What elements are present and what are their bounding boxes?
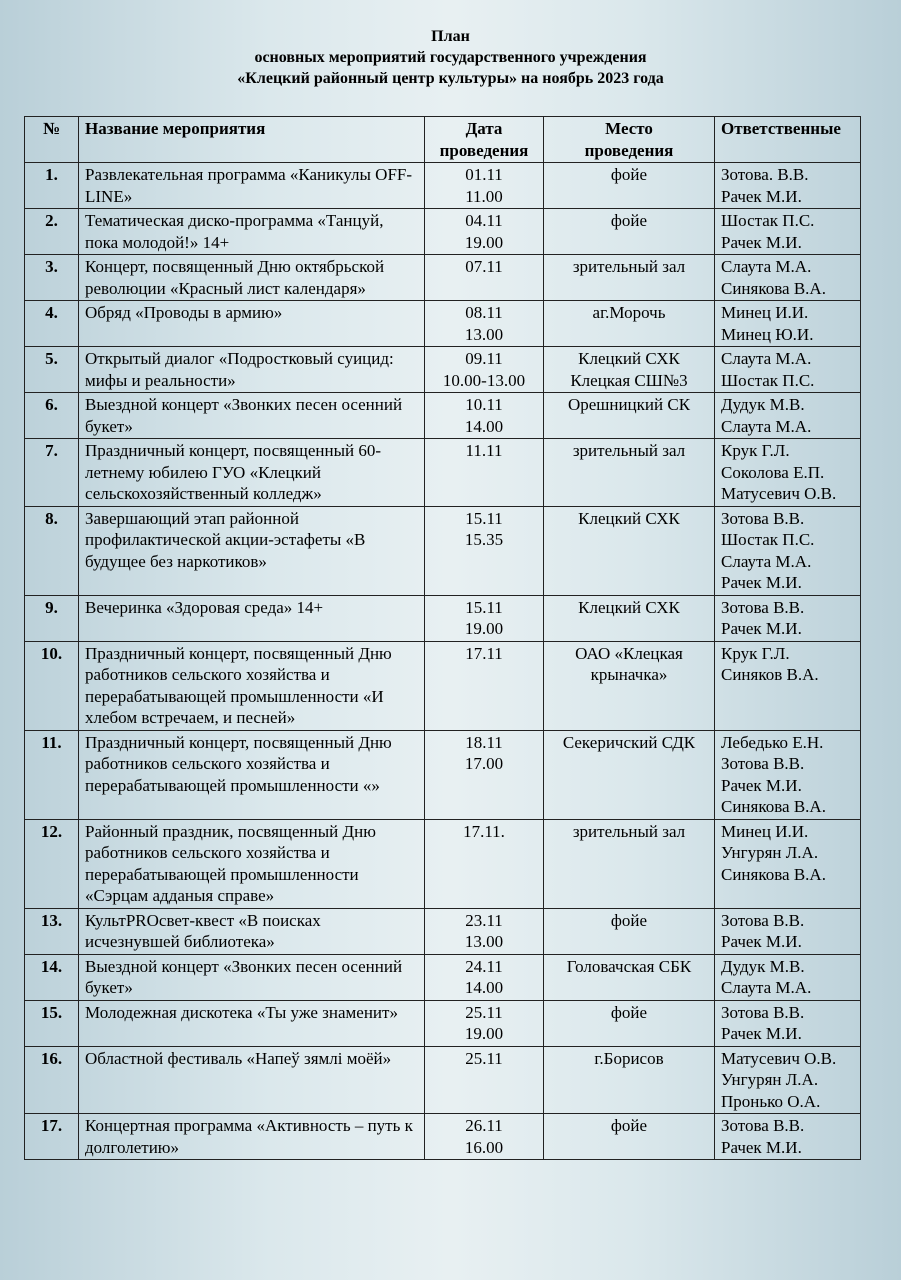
event-name: Открытый диалог «Подростковый суицид: мифы и реальности»	[79, 347, 425, 393]
event-responsible	[715, 439, 861, 507]
event-place-line: фойе	[610, 211, 648, 230]
event-date-line: 11.11	[465, 441, 503, 460]
event-place-line: фойе	[610, 1002, 648, 1022]
event-date	[425, 301, 544, 347]
table-row	[25, 163, 861, 209]
table-row	[25, 255, 861, 301]
event-date	[425, 819, 544, 908]
responsible-person: Матусевич О.В.	[721, 484, 837, 503]
responsible-person: Слаута М.А.	[721, 416, 812, 436]
row-number: 3.	[25, 255, 79, 301]
event-responsible	[715, 819, 861, 908]
responsible-person: Слаута М.А.	[721, 349, 812, 368]
event-date-line: 25.11	[465, 1048, 503, 1068]
event-date-line: 15.11	[465, 597, 503, 617]
responsible-person: Лебедько Е.Н.	[721, 732, 824, 752]
event-date	[425, 347, 544, 393]
event-place	[544, 506, 715, 595]
event-date-line: 16.00	[464, 1137, 504, 1157]
event-name: Областной фестиваль «Напеў зямлі моёй»	[79, 1046, 425, 1114]
row-number: 7.	[25, 439, 79, 507]
event-responsible	[715, 1046, 861, 1114]
event-name: Обряд «Проводы в армию»	[79, 301, 425, 347]
table-row	[25, 1046, 861, 1114]
responsible-person: Минец И.И.	[721, 303, 809, 322]
event-place-line: Клецкий СХК	[578, 508, 680, 528]
event-place-line: крыначка»	[590, 665, 668, 684]
table-row	[25, 209, 861, 255]
responsible-person: Рачек М.И.	[721, 186, 802, 206]
event-responsible	[715, 393, 861, 439]
events-table	[24, 116, 861, 1160]
event-date-line: 17.00	[464, 754, 504, 773]
event-place	[544, 641, 715, 730]
responsible-person: Крук Г.Л.	[721, 441, 790, 460]
event-date-line: 13.00	[464, 932, 504, 951]
event-responsible	[715, 1114, 861, 1160]
table-row	[25, 908, 861, 954]
event-place	[544, 393, 715, 439]
responsible-person: Зотова В.В.	[721, 597, 805, 617]
event-date-line: 01.11	[465, 165, 503, 184]
header-subtitle: основных мероприятий государственного учреждения	[254, 49, 647, 66]
responsible-person: Зотова В.В.	[721, 910, 805, 930]
event-place	[544, 1046, 715, 1114]
responsible-person: Синяков В.А.	[721, 665, 819, 684]
header-title: План	[431, 28, 470, 45]
event-name: Развлекательная программа «Каникулы OFF-LINE»	[79, 163, 425, 209]
responsible-person: Синякова В.А.	[721, 278, 826, 298]
table-row	[25, 954, 861, 1000]
responsible-person: Крук Г.Л.	[721, 643, 790, 663]
event-date	[425, 1000, 544, 1046]
table-row	[25, 819, 861, 908]
event-date-line: 08.11	[465, 303, 503, 322]
event-name: Районный праздник, посвященный Дню работников сельского хозяйства и перерабатывающей промышленности «Сэрцам адданыя справе»	[79, 819, 425, 908]
table-row	[25, 439, 861, 507]
event-date	[425, 908, 544, 954]
event-place-line: Секеричский СДК	[562, 732, 696, 752]
event-place	[544, 1000, 715, 1046]
responsible-person: Унгурян Л.А.	[721, 1070, 819, 1089]
event-date-line: 26.11	[465, 1116, 503, 1135]
event-name: Выездной концерт «Звонких песен осенний букет»	[79, 954, 425, 1000]
event-place	[544, 1114, 715, 1160]
event-date	[425, 1114, 544, 1160]
responsible-person: Слаута М.А.	[721, 978, 812, 997]
row-number: 16.	[25, 1046, 79, 1114]
event-responsible	[715, 506, 861, 595]
event-date-line: 13.00	[464, 324, 504, 344]
event-responsible	[715, 163, 861, 209]
event-date	[425, 595, 544, 641]
event-responsible	[715, 301, 861, 347]
event-date-line: 18.11	[465, 732, 503, 752]
event-place-line: Орешницкий СК	[567, 395, 691, 414]
header-place-line: проведения	[584, 140, 674, 160]
responsible-person: Зотова В.В.	[721, 508, 805, 528]
responsible-person: Синякова В.А.	[721, 797, 826, 816]
responsible-person: Рачек М.И.	[721, 573, 802, 592]
event-name: Праздничный концерт, посвященный 60-летнему юбилею ГУО «Клецкий сельскохозяйственный колледж»	[79, 439, 425, 507]
responsible-person: Минец И.И.	[721, 821, 809, 841]
responsible-person: Унгурян Л.А.	[721, 843, 819, 862]
header-name: Название мероприятия	[79, 117, 425, 163]
event-responsible	[715, 347, 861, 393]
event-date	[425, 1046, 544, 1114]
responsible-person: Минец Ю.И.	[721, 324, 814, 344]
event-name: Праздничный концерт, посвященный Дню работников сельского хозяйства и перерабатывающей промышленности «»	[79, 730, 425, 819]
event-date-line: 09.11	[465, 349, 503, 368]
event-date-line: 15.35	[464, 530, 504, 549]
header-date	[425, 117, 544, 163]
row-number: 14.	[25, 954, 79, 1000]
event-date	[425, 255, 544, 301]
table-body	[25, 163, 861, 1160]
event-place	[544, 163, 715, 209]
table-row	[25, 393, 861, 439]
event-place-line: аг.Морочь	[592, 303, 666, 322]
table-row	[25, 595, 861, 641]
table-row	[25, 347, 861, 393]
event-date	[425, 954, 544, 1000]
responsible-person: Шостак П.С.	[721, 530, 815, 549]
table-row	[25, 301, 861, 347]
responsible-person: Зотова В.В.	[721, 1002, 805, 1022]
header-date-line: Дата	[465, 119, 503, 138]
event-name: Концертная программа «Активность – путь к долголетию»	[79, 1114, 425, 1160]
responsible-person: Шостак П.С.	[721, 370, 815, 390]
event-place	[544, 439, 715, 507]
header-place-line: Место	[605, 119, 653, 138]
event-responsible	[715, 255, 861, 301]
event-date-line: 10.00-13.00	[442, 370, 526, 390]
event-date	[425, 641, 544, 730]
responsible-person: Зотова В.В.	[721, 1116, 805, 1135]
header-date-line: проведения	[439, 140, 529, 160]
document-header	[0, 26, 901, 89]
event-date-line: 17.11	[465, 643, 503, 663]
event-place	[544, 595, 715, 641]
responsible-person: Слаута М.А.	[721, 551, 812, 571]
event-place	[544, 908, 715, 954]
row-number: 11.	[25, 730, 79, 819]
event-place-line: Клецкий СХК	[578, 597, 680, 617]
responsible-person: Рачек М.И.	[721, 775, 802, 795]
event-place-line: зрительный зал	[572, 257, 686, 276]
event-place	[544, 730, 715, 819]
responsible-person: Соколова Е.П.	[721, 462, 825, 482]
event-date-line: 24.11	[465, 956, 503, 976]
event-date-line: 19.00	[464, 1024, 504, 1043]
responsible-person: Пронько О.А.	[721, 1091, 821, 1111]
responsible-person: Слаута М.А.	[721, 257, 812, 276]
event-responsible	[715, 954, 861, 1000]
event-place	[544, 954, 715, 1000]
event-name: КультPROсвет-квест «В поисках исчезнувшей библиотека»	[79, 908, 425, 954]
responsible-person: Шостак П.С.	[721, 211, 815, 230]
event-place	[544, 209, 715, 255]
event-place	[544, 819, 715, 908]
event-name: Концерт, посвященный Дню октябрьской революции «Красный лист календаря»	[79, 255, 425, 301]
event-date-line: 19.00	[464, 619, 504, 638]
event-responsible	[715, 908, 861, 954]
event-date-line: 17.11.	[463, 821, 505, 841]
row-number: 8.	[25, 506, 79, 595]
responsible-person: Зотова. В.В.	[721, 165, 809, 184]
event-date	[425, 730, 544, 819]
event-responsible	[715, 209, 861, 255]
event-place-line: Клецкая СШ№3	[570, 370, 688, 390]
table-row	[25, 506, 861, 595]
event-date-line: 11.00	[465, 186, 503, 206]
table-row	[25, 641, 861, 730]
row-number: 2.	[25, 209, 79, 255]
header-organization: «Клецкий районный центр культуры» на ноябрь 2023 года	[237, 70, 664, 87]
event-date-line: 14.00	[464, 978, 504, 997]
row-number: 13.	[25, 908, 79, 954]
event-date	[425, 439, 544, 507]
row-number: 12.	[25, 819, 79, 908]
row-number: 6.	[25, 393, 79, 439]
row-number: 9.	[25, 595, 79, 641]
event-date-line: 19.00	[464, 232, 504, 252]
event-responsible	[715, 641, 861, 730]
responsible-person: Матусевич О.В.	[721, 1048, 837, 1068]
responsible-person: Рачек М.И.	[721, 232, 802, 252]
event-name: Праздничный концерт, посвященный Дню работников сельского хозяйства и перерабатывающей промышленности «И хлебом встречаем, и песней»	[79, 641, 425, 730]
event-responsible	[715, 1000, 861, 1046]
responsible-person: Рачек М.И.	[721, 619, 802, 638]
responsible-person: Рачек М.И.	[721, 1024, 802, 1043]
event-name: Вечеринка «Здоровая среда» 14+	[79, 595, 425, 641]
event-place-line: ОАО «Клецкая	[575, 643, 683, 663]
event-name: Тематическая диско-программа «Танцуй, пока молодой!» 14+	[79, 209, 425, 255]
table-row	[25, 1000, 861, 1046]
row-number: 10.	[25, 641, 79, 730]
event-place-line: фойе	[610, 1116, 648, 1135]
row-number: 17.	[25, 1114, 79, 1160]
header-num: №	[25, 117, 79, 163]
responsible-person: Дудук М.В.	[721, 395, 805, 414]
event-date-line: 23.11	[465, 910, 503, 930]
responsible-person: Рачек М.И.	[721, 932, 802, 951]
responsible-person: Дудук М.В.	[721, 956, 805, 976]
header-place	[544, 117, 715, 163]
event-responsible	[715, 595, 861, 641]
row-number: 1.	[25, 163, 79, 209]
event-place-line: зрительный зал	[572, 441, 686, 460]
event-date-line: 07.11	[465, 257, 503, 276]
event-date	[425, 506, 544, 595]
table-row	[25, 1114, 861, 1160]
event-date-line: 04.11	[465, 211, 503, 230]
event-date-line: 25.11	[465, 1002, 503, 1022]
event-name: Завершающий этап районной профилактической акции-эстафеты «В будущее без наркотиков»	[79, 506, 425, 595]
row-number: 5.	[25, 347, 79, 393]
row-number: 4.	[25, 301, 79, 347]
event-date-line: 15.11	[465, 508, 503, 528]
responsible-person: Синякова В.А.	[721, 864, 826, 884]
event-date	[425, 209, 544, 255]
event-place-line: Клецкий СХК	[578, 349, 680, 368]
event-place	[544, 301, 715, 347]
event-place-line: зрительный зал	[572, 821, 686, 841]
responsible-person: Зотова В.В.	[721, 754, 805, 773]
event-place-line: фойе	[610, 165, 648, 184]
event-place	[544, 255, 715, 301]
responsible-person: Рачек М.И.	[721, 1137, 802, 1157]
header-responsible: Ответственные	[715, 117, 861, 163]
event-place-line: фойе	[610, 910, 648, 930]
event-place-line: г.Борисов	[594, 1048, 664, 1068]
event-date	[425, 163, 544, 209]
table-header-row	[25, 117, 861, 163]
row-number: 15.	[25, 1000, 79, 1046]
event-place	[544, 347, 715, 393]
event-name: Выездной концерт «Звонких песен осенний букет»	[79, 393, 425, 439]
event-date-line: 10.11	[465, 395, 503, 414]
event-responsible	[715, 730, 861, 819]
event-name: Молодежная дискотека «Ты уже знаменит»	[79, 1000, 425, 1046]
event-place-line: Головачская СБК	[566, 956, 692, 976]
event-date-line: 14.00	[464, 416, 504, 436]
table-row	[25, 730, 861, 819]
event-date	[425, 393, 544, 439]
